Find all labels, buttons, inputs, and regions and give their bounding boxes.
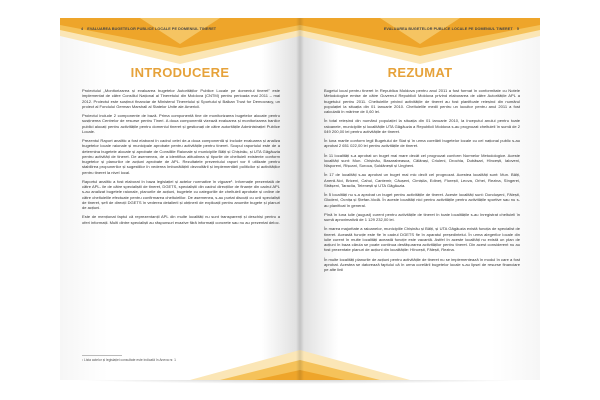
paragraph: În total reieșind din numărul populației la situația din 01 ianuarie 2010, la începutul anului pentru toate raioanele, municipiile și localitățile UTA Găgăuzia a Republicii Moldova s-au prognozat cheltuieli în sumă de 2 049 200,00 lei pentru activitățile de tineret. — [324, 118, 520, 134]
right-page — [300, 18, 540, 380]
book-gutter — [296, 18, 304, 380]
paragraph: Bugetul local pentru tineret în Republica Moldova pentru anul 2011 a fost format în conformitate cu Notele Metodologice emise de către Guvernul Republicii Moldova privind elaborarea de către Autoritățile APL a bugetului pentru 2011. Cheltuielile privind activitățile de tineret au fost planificate reieșind din numărul populației la situația din 01 ianuarie 2010. Cheltuielile medii pentru un locuitor pentru anul 2011 a fost calculată în mărime de 0,60 lei. — [324, 88, 520, 114]
left-page-number: 4 — [81, 27, 84, 31]
paragraph: În luna martie conform legii Bugetului de Stat și în urma corelării bugetelor locale cu cel național public s-au aprobat 2 651 022,00 lei pentru activitățile de tineret. — [324, 138, 520, 149]
left-page — [60, 18, 300, 380]
left-running-head-text: EVALUAREA BUGETELOR PUBLICE LOCALE PE DOMENIUL TINERET — [87, 27, 217, 31]
paragraph: În 11 localități s-a aprobat un buget mai mare decât cel prognozat conform Normelor Metodologice. Aceste localități sunt: Mun. Chișinău, Basarabeasca, Călărași, Criuleni, Drochia, Dubăsari, Hîncești, Ialoveni, Nisporeni, Rîșcani, Soroca, Șoldănești și Ungheni. — [324, 152, 520, 168]
paragraph: În marea majoritate a raioanelor, municipiile Chișinău și Bălți, și UTA Găgăuzia există funcția de specialist de tineret. Această funcție este fie în cadrul DGETS fie în aparatul președintelui. În urma alegerilor locale din iulie curent în multe localități această funcție este vacantă. Astfel în aceste localități nu există un plan de acțiuni în baza căruia se poate continua desfășurarea activităților pentru tineret. Din acest considerent nu au fost prezentate planuri de acțiuni din localitățile: Hîncești, Fălești, Rezina. — [324, 226, 520, 253]
paragraph: În 17 de localități s-au aprobat un buget mai mic decît cel prognozat. Acestea localități sunt: Mun. Bălți, Anenii-Noi, Briceni, Cahul, Cantemir, Căușeni, Cimișlia, Edineț, Florești, Leova, Orhei, Rezina, Sîngerei, Strășeni, Taraclia, Telenești și UTA Găgăuzia. — [324, 172, 520, 188]
right-bottom-decor — [300, 332, 540, 380]
paragraph: Pînă în luna iulie (august) curent pentru activitățile de tineret în toate localitățile s-au înregistrat cheltuieli în sumă aproximativă de 1 129 232,00 lei. — [324, 211, 520, 222]
left-page-body — [82, 88, 280, 354]
paragraph: Proiectul include 2 componente de bază. Prima componentă tine de monitorizarea bugetelor alocate pentru susținerea Centrelor de resurse pentru Tineri. A doua componentă vizează evaluarea și monitorizarea banilor publici alocați pentru activitățile pentru domeniul tineret și gestionați de către autoritățile Administrației Publice Locale. — [82, 113, 280, 134]
paragraph: Raportul analitic a fost elaborat în baza legislației și actelor normative în vigoare¹. Informație prezentată de către APL- ile de către specialiștii de tineret, DGETS, specialiștii din cadrul direcțiilor de finanțe din cadrul APL s-au analizat bugetele raionale, planurile de acțiuni, bugetele cu categoriile de cheltuieli aprobate și online de către cheltuielile efectuate pentru confirmarea cheltuielilor. De asemenea, s-au purtat discuții cu unii specialiști de tineret, șefi de direcții DGETS în vederea detalierii și obținerii de explicații pentru anumite bugete și planuri de acțiuni. — [82, 178, 280, 210]
paragraph: În multe localități planurile de acțiuni pentru activitățile de tineret nu se implementează în modul în care a fost aprobat. Acestea se datorează faptului că în urma corelării bugetelor locale s-au lipsei de resurse financiare pe alte linii — [324, 256, 520, 272]
right-page-title: REZUMAT — [387, 65, 453, 80]
right-page-body — [324, 88, 520, 354]
paragraph: În 5 localități nu s-a aprobat un buget pentru activitățile de tineret. Aceste localități sunt: Donduşeni, Fălești, Glodeni, Ocnița și Ștefan-Vodă. În aceste localități nici pentru activitățile pentru activitățile sportive sau nu s-au planificat în general. — [324, 192, 520, 208]
right-page-number: 5 — [516, 27, 519, 31]
paragraph: Este de menționat faptul că reprezentanții APL din multe localități nu sunt transparenți și deschiși pentru a oferi informații. Multi dintre specialiști au răspunsuri evazive fără informații concrete sau nu au prezentat deloc. — [82, 214, 280, 225]
open-booklet — [60, 18, 540, 380]
left-bottom-decor — [60, 332, 300, 380]
paragraph: Proiectului „Monitorizarea și evaluarea bugetelor Autorităților Publice Locale pe domeniul tineret” este implementat de către Consiliul Național al Tineretului din Moldova (CNTM) pentru perioada mai 2011 – mai 2012. Proiectul este susținut financiar de Ministerul Tineretului și Sportului și Balkan Trust for Democracy, un proiect al Fondului German Marshall al Statelor Unite ale Americii. — [82, 88, 280, 109]
left-running-head — [78, 27, 216, 31]
paragraph: Prezentul Raport analitic a fost elaborat în cadrul celei de-a doua componentă și include evaluarea și analiza bugetelor locale raionale și municipale aprobate pentru activitățile pentru tineret. Scopul raportului este de a determina bugetele alocate și aprobate de Consiliile Raionale și municipiile Bălți și Chișinău, și UTA Găgăuzia pentru activități de tineret. De asemenea, de a identifica atitudinea și tipurile de cheltuieli existente conform bugetelor și planurilor de acțiuni aprobate de APL. Rezultatele prezentului raport vor fi utilizate pentru stabilirea propunerilor și sugestiilor în vederea îmbunătățirii dezvoltării și implementării politicilor și activităților pentru tineret la nivel local. — [82, 138, 280, 175]
footnote: ¹ Lista actelor și legislației consultate este indicată în Anexa nr. 1 — [82, 358, 177, 362]
right-running-head — [384, 27, 522, 31]
right-running-head-text: EVALUAREA BUGETELOR PUBLICE LOCALE PE DOMENIUL TINERET — [383, 27, 513, 31]
left-page-title: INTRODUCERE — [130, 65, 230, 80]
